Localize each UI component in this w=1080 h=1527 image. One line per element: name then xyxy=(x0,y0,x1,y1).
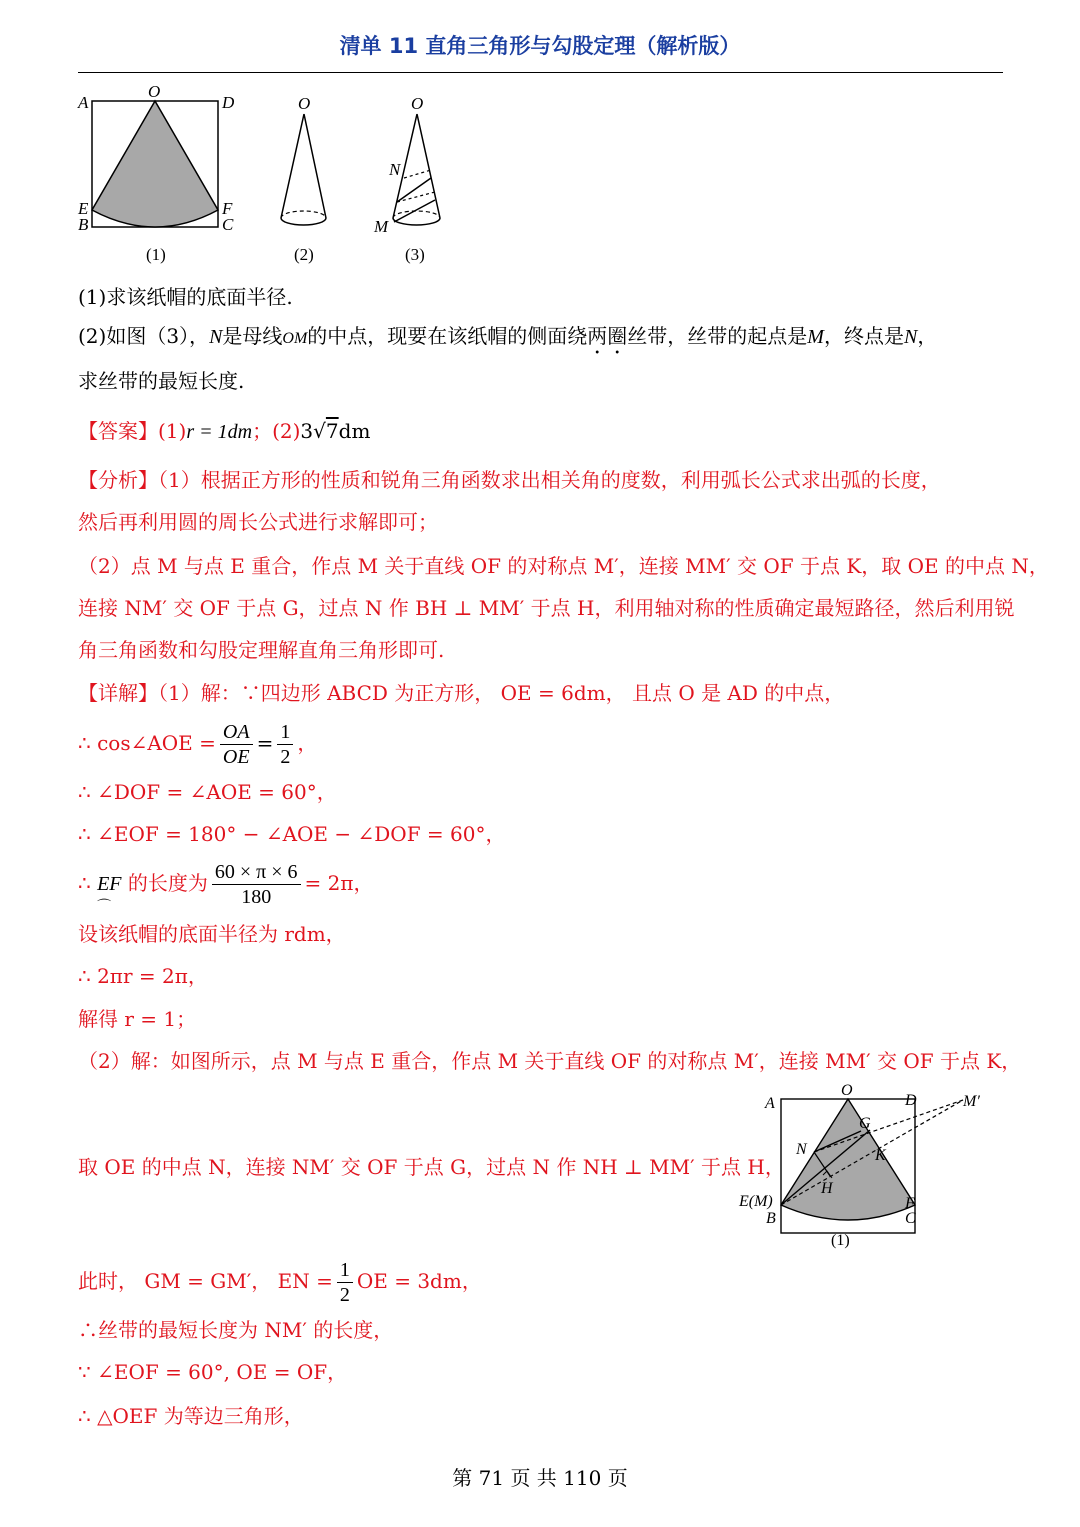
solution-line-4: ∴ ∠EOF = 180° − ∠AOE − ∠DOF = 60°， xyxy=(78,822,506,846)
solution-line-13: ∵ ∠EOF = 60°, OE = OF， xyxy=(78,1360,348,1384)
solution-line-8: 解得 r = 1； xyxy=(78,1007,197,1031)
solution-line-3: ∴ ∠DOF = ∠AOE = 60°， xyxy=(78,780,337,804)
label-E-M: E(M) xyxy=(739,1193,773,1210)
label-A: A xyxy=(765,1095,775,1112)
question-1: (1)求该纸帽的底面半径. xyxy=(78,285,293,309)
solution-line-6: 设该纸帽的底面半径为 rdm， xyxy=(78,922,346,946)
label-K: K xyxy=(875,1147,886,1164)
analysis-line-1: 【分析】（1）根据正方形的性质和锐角三角函数求出相关角的度数，利用弧长公式求出弧的长度， xyxy=(78,468,941,492)
label-N: N xyxy=(796,1141,807,1158)
label-F: F xyxy=(222,199,233,218)
label-A: A xyxy=(78,93,89,112)
label-D: D xyxy=(905,1092,917,1109)
caption-1: (1) xyxy=(146,245,166,264)
figure-3-cone-ribbon xyxy=(373,94,440,264)
solution-line-5: ∴ ⌒ EF 的长度为 $\frac{60 \times \pi \times 6}{180}$ = 2π， xyxy=(78,861,374,915)
page-footer: 第 71 页 共 110 页 xyxy=(452,1466,628,1490)
label-C: C xyxy=(905,1210,916,1227)
question-2-line2: 求丝带的最短长度. xyxy=(78,369,245,393)
label-O: O xyxy=(148,82,161,101)
emphasized-text: 两圈 xyxy=(587,324,628,348)
label-O: O xyxy=(411,94,424,113)
label-O: O xyxy=(298,94,311,113)
solution-line-1: 【详解】（1）解：∵四边形 ABCD 为正方形， OE = 6dm， 且点 O 是 AD 的中点， xyxy=(78,681,845,705)
question-2-line1: (2)如图（3），N是母线OM的中点，现要在该纸帽的侧面绕两圈丝带，丝带的起点是M，终点是N， xyxy=(78,324,938,348)
caption-3: (3) xyxy=(405,245,425,264)
header-rule xyxy=(78,72,1003,73)
caption-solution-figure: (1) xyxy=(831,1232,850,1249)
label-B: B xyxy=(766,1210,776,1227)
analysis-line-5: 角三角函数和勾股定理解直角三角形即可. xyxy=(78,638,445,662)
page-header: 清单 11 直角三角形与勾股定理（解析版） xyxy=(339,34,741,58)
solution-line-7: ∴ 2πr = 2π， xyxy=(78,964,208,988)
figure-1-square-sector xyxy=(77,82,235,264)
solution-line-12: ∴丝带的最短长度为 NM′ 的长度， xyxy=(78,1318,394,1342)
solution-line-9: （2）解：如图所示，点 M 与点 E 重合，作点 M 关于直线 OF 的对称点 M′，连接 MM′ 交 OF 于点 K， xyxy=(78,1049,1022,1073)
analysis-line-4: 连接 NM′ 交 OF 于点 G，过点 N 作 BH ⊥ MM′ 于点 H，利用轴对称的性质确定最短路径，然后利用锐 xyxy=(78,596,1015,620)
label-E: E xyxy=(78,199,89,218)
label-B: B xyxy=(78,215,89,234)
label-F: F xyxy=(905,1195,915,1212)
figure-solution xyxy=(735,1080,995,1250)
label-M-prime: M′ xyxy=(963,1093,980,1110)
figure-set-top xyxy=(72,82,462,267)
label-D: D xyxy=(222,93,235,112)
answer-line: 【答案】(1)r = 1dm；(2)3√7dm xyxy=(78,419,371,443)
solution-line-2: ∴ cos∠AOE = $\frac{OA}{OE}$ = $\frac{1}{2}$ ， xyxy=(78,721,318,768)
caption-2: (2) xyxy=(294,245,314,264)
label-G: G xyxy=(859,1115,871,1132)
label-C: C xyxy=(222,215,234,234)
solution-line-10: 取 OE 的中点 N，连接 NM′ 交 OF 于点 G，过点 N 作 NH ⊥ MM′ 于点 H， xyxy=(78,1155,785,1179)
solution-line-14: ∴ △OEF 为等边三角形， xyxy=(78,1404,304,1428)
label-M: M xyxy=(374,217,389,236)
analysis-line-2: 然后再利用圆的周长公式进行求解即可； xyxy=(78,510,438,534)
solution-line-11: 此时， GM = GM′， EN = $\frac{1}{2}$ OE = 3dm， xyxy=(78,1259,482,1306)
figure-2-cone xyxy=(281,94,326,264)
label-H: H xyxy=(821,1180,833,1197)
label-N: N xyxy=(389,160,401,179)
analysis-line-3: （2）点 M 与点 E 重合，作点 M 关于直线 OF 的对称点 M′，连接 MM′ 交 OF 于点 K，取 OE 的中点 N， xyxy=(78,554,1049,578)
label-O: O xyxy=(841,1082,853,1099)
